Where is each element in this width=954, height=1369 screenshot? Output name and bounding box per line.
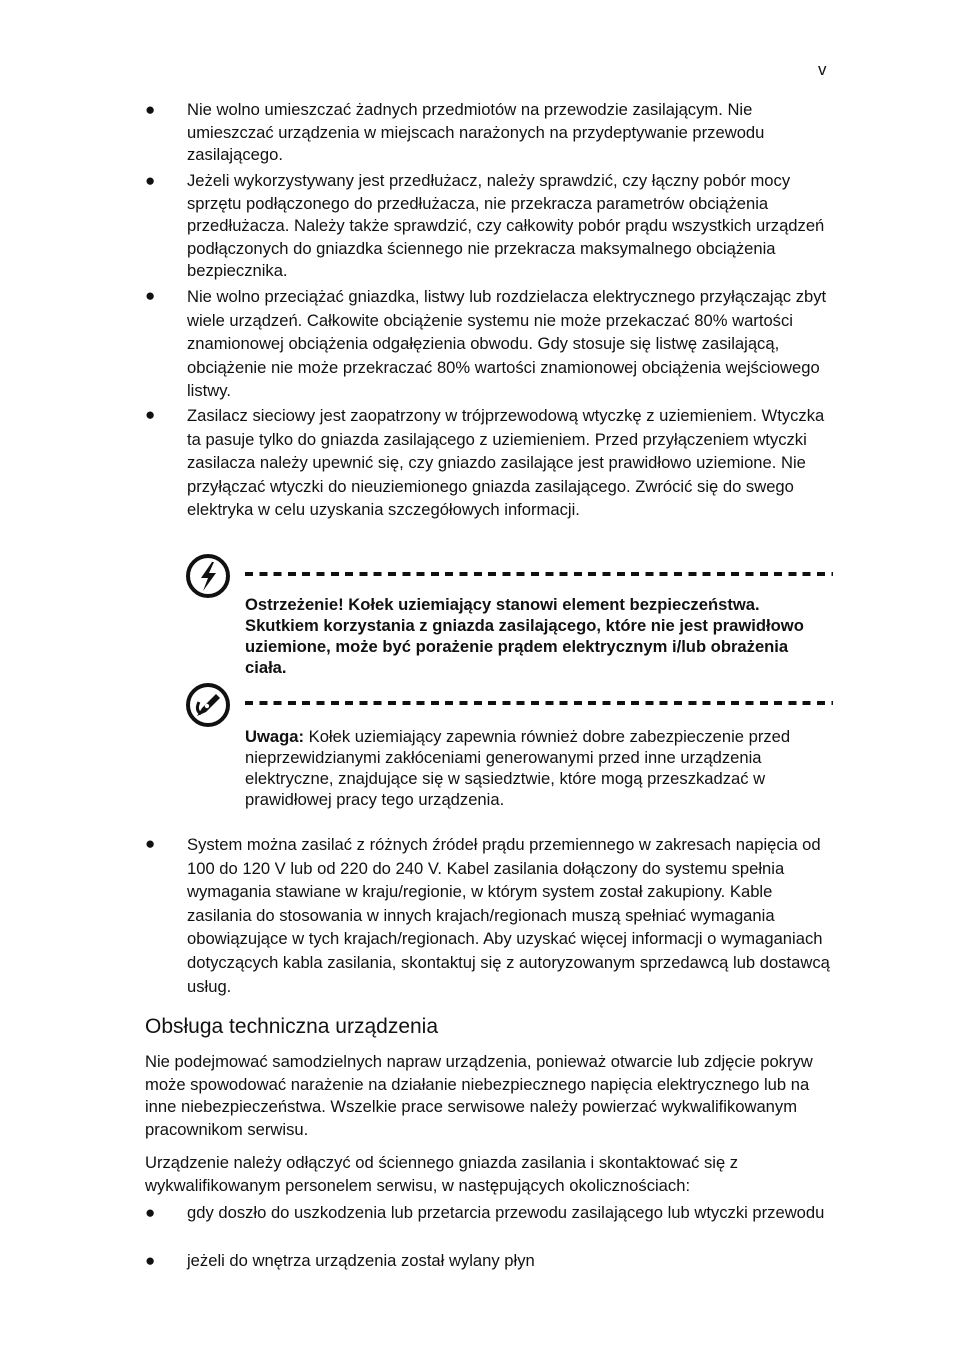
list-item-text: Nie wolno umieszczać żadnych przedmiotów na przewodzie zasilającym. Nie umieszczać urządzenia w miejscach narażonych na przydeptywanie przewodu zasilającego. [187,100,765,165]
list-item-text: Zasilacz sieciowy jest zaopatrzony w trójprzewodową wtyczkę z uziemieniem. Wtyczka ta pasuje tylko do gniazda zasilającego z uziemieniem. Przed przyłączeniem wtyczki zasilacza należy upewnić się, czy gniazdo zasilające jest prawidłowo uziemione. Nie przyłączać wtyczki do nieuziemionego gniazda zasilającego. Zwrócić się do swego elektryka w celu uzyskania szczegółowych informacji. [187,406,825,520]
list-item-text: gdy doszło do uszkodzenia lub przetarcia przewodu zasilającego lub wtyczki przewodu [187,1203,825,1222]
section-heading: Obsługa techniczna urządzenia [145,1015,439,1038]
bullet-list-voltage [145,833,835,998]
list-item [145,99,835,170]
bullet-icon: ● [145,1203,156,1222]
bullet-icon: ● [145,405,156,424]
bullet-list-service [145,1202,835,1273]
warning-text: Ostrzeżenie! Kołek uziemiający stanowi element bezpieczeństwa. Skutkiem korzystania z gniazda zasilającego, które nie jest prawidłowo uziemione, może być porażenie prądem elektrycznym i/lub obrażenia ciała. [245,595,804,677]
lightning-icon [185,553,231,599]
list-item [145,285,835,404]
list-item-text: Jeżeli wykorzystywany jest przedłużacz, należy sprawdzić, czy łączny pobór mocy sprzętu podłączonego do przedłużacza, nie przekracza parametrów obciążenia przedłużacza. Należy także sprawdzić, czy całkowity pobór prądu wszystkich urządzeń podłączonych do gniazdka ściennego nie przekracza maksymalnego obciążenia bezpiecznika. [187,171,825,281]
dotted-divider [245,701,833,705]
bullet-list-top [145,99,835,522]
list-item [145,1202,835,1250]
note-box [185,682,833,812]
list-item [145,1250,835,1273]
dotted-divider [245,572,833,576]
note-pen-icon [185,682,231,728]
paragraph: Nie podejmować samodzielnych napraw urządzenia, ponieważ otwarcie lub zdjęcie pokryw może spowodować narażenie na działanie niebezpiecznego napięcia elektrycznego lub na inne niebezpieczeństwa. Wszelkie prace serwisowe należy powierzać wykwalifikowanym pracownikom serwisu. [145,1052,813,1139]
bullet-icon: ● [145,834,156,853]
note-text [245,726,833,810]
list-item-text: System można zasilać z różnych źródeł prądu przemiennego w zakresach napięcia od 100 do 120 V lub od 220 do 240 V. Kabel zasilania dołączony do systemu spełnia wymagania stawiane w kraju/regionie, w którym system został zakupiony. Kable zasilania do stosowania w innych krajach/regionach muszą spełniać wymagania obowiązujące w tych krajach/regionach. Aby uzyskać więcej informacji o wymaganiach dotyczących kabla zasilania, skontaktuj się z autoryzowanym sprzedawcą lub dostawcą usług. [187,835,830,996]
paragraph: Urządzenie należy odłączyć od ściennego gniazda zasilania i skontaktować się z wykwalifikowanym personelem serwisu, w następujących okolicznościach: [145,1153,739,1195]
list-item [145,404,835,522]
warning-box [185,553,833,683]
bullet-icon: ● [145,1251,156,1270]
list-item [145,833,835,998]
list-item-text: jeżeli do wnętrza urządzenia został wylany płyn [187,1251,535,1270]
bullet-icon: ● [145,286,156,305]
bullet-icon: ● [145,171,156,190]
page-number: v [818,60,827,79]
list-item-text: Nie wolno przeciążać gniazdka, listwy lub rozdzielacza elektrycznego przyłączając zbyt wiele urządzeń. Całkowite obciążenie systemu nie może przekaczać 80% wartości znamionowej obciążenia odgałęzienia obwodu. Gdy stosuje się listwę zasilającą, obciążenie nie może przekraczać 80% wartości znamionowej obciążenia wejściowego listwy. [187,287,827,401]
note-label: Uwaga: [245,727,305,746]
bullet-icon: ● [145,100,156,119]
note-body: Kołek uziemiający zapewnia również dobre zabezpieczenie przed nieprzewidzianymi zakłóceniami generowanymi przed inne urządzenia elektryczne, znajdujące się w sąsiedztwie, które mogą przeszkadzać w prawidłowej pracy tego urządzenia. [245,727,791,809]
list-item [145,170,835,285]
